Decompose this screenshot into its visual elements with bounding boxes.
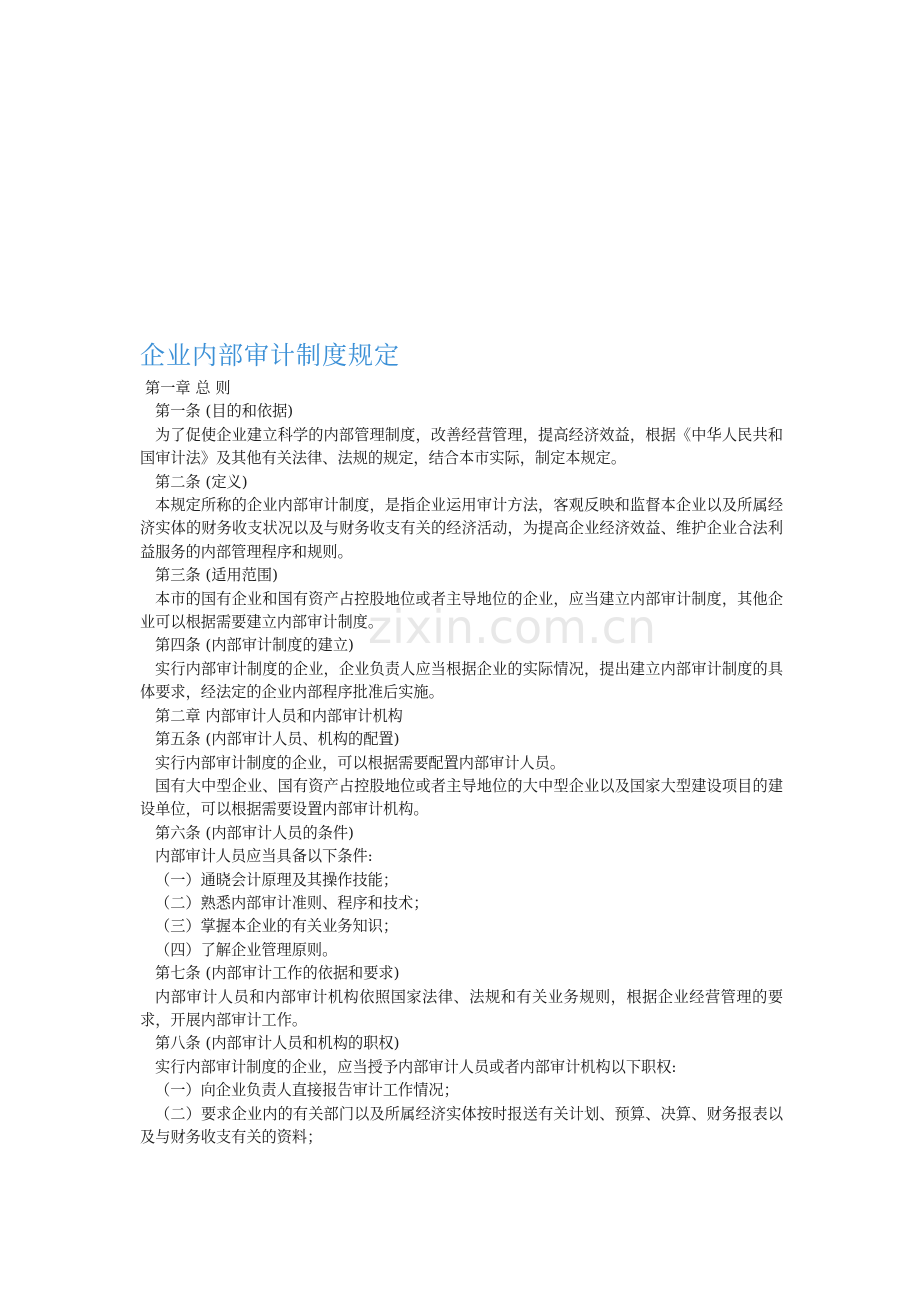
article-heading: 第一条 (目的和依据): [155, 402, 294, 421]
article-heading: 第八条 (内部审计人员和机构的职权): [155, 1034, 400, 1053]
chapter-heading: 第二章 内部审计人员和内部审计机构: [155, 706, 403, 725]
article-paragraph: 实行内部审计制度的企业，应当授予内部审计人员或者内部审计机构以下职权:: [155, 1057, 677, 1076]
list-item: （四）了解企业管理原则。: [155, 940, 338, 959]
article-paragraph: 内部审计人员和内部审计机构依照国家法律、法规和有关业务规则，根据企业经营管理的要求，开展内部审计工作。: [140, 987, 783, 1029]
list-item: （一）通晓会计原理及其操作技能；: [155, 870, 398, 889]
list-item: （二）熟悉内部审计准则、程序和技术；: [155, 893, 429, 912]
article-heading: 第七条 (内部审计工作的依据和要求): [155, 964, 400, 983]
list-item: （三）掌握本企业的有关业务知识；: [155, 917, 398, 936]
list-item: （二）要求企业内的有关部门以及所属经济实体按时报送有关计划、预算、决算、财务报表以及与财务收支有关的资料；: [140, 1104, 783, 1146]
article-heading: 第六条 (内部审计人员的条件): [155, 823, 354, 842]
document-body: [140, 377, 783, 1149]
article-paragraph: 为了促使企业建立科学的内部管理制度，改善经营管理，提高经济效益，根据《中华人民共和国审计法》及其他有关法律、法规的规定，结合本市实际，制定本规定。: [140, 425, 783, 468]
chapter-heading: 第一章 总 则: [145, 379, 231, 397]
list-item: （一）向企业负责人直接报告审计工作情况；: [155, 1081, 459, 1100]
article-paragraph: 国有大中型企业、国有资产占控股地位或者主导地位的大中型企业以及国家大型建设项目的建设单位，可以根据需要设置内部审计机构。: [140, 776, 783, 819]
article-heading: 第五条 (内部审计人员、机构的配置): [155, 730, 400, 749]
article-paragraph: 实行内部审计制度的企业，可以根据需要配置内部审计人员。: [155, 753, 566, 772]
article-paragraph: 内部审计人员应当具备以下条件:: [155, 847, 373, 866]
document-title: 企业内部审计制度规定: [140, 341, 401, 370]
article-paragraph: 实行内部审计制度的企业，企业负责人应当根据企业的实际情况，提出建立内部审计制度的具体要求，经法定的企业内部程序批准后实施。: [140, 659, 783, 702]
watermark: zixin.com.cn: [368, 600, 657, 654]
article-heading: 第四条 (内部审计制度的建立): [155, 636, 354, 655]
article-heading: 第三条 (适用范围): [155, 566, 278, 585]
article-heading: 第二条 (定义): [155, 472, 248, 491]
article-paragraph: 本市的国有企业和国有资产占控股地位或者主导地位的企业，应当建立内部审计制度，其他企业可以根据需要建立内部审计制度。: [140, 589, 783, 632]
article-paragraph: 本规定所称的企业内部审计制度，是指企业运用审计方法，客观反映和监督本企业以及所属经济实体的财务收支状况以及与财务收支有关的经济活动，为提高企业经济效益、维护企业合法利益服务的内部管理程序和规则。: [140, 496, 783, 561]
